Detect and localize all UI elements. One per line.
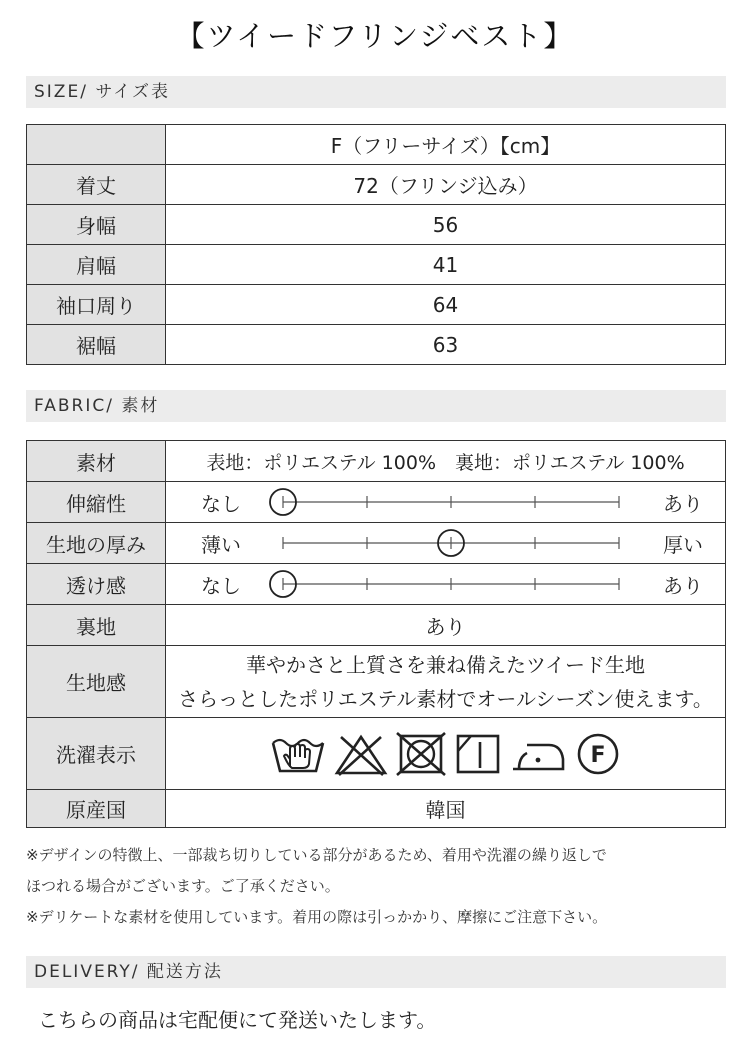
row-label: 着丈 <box>27 165 166 205</box>
table-row <box>27 245 726 285</box>
row-label: 素材 <box>27 441 166 482</box>
table-row <box>27 790 726 828</box>
row-label: 肩幅 <box>27 245 166 285</box>
row-label: 身幅 <box>27 205 166 245</box>
note-2: ※デリケートな素材を使用しています。着用の際は引っかかり、摩擦にご注意下さい。 <box>26 908 608 926</box>
table-row <box>27 285 726 325</box>
row-label: 生地感 <box>27 646 166 718</box>
thickness-scale-track <box>265 528 637 558</box>
origin-value: 韓国 <box>166 790 726 828</box>
row-label: 生地の厚み <box>27 523 166 564</box>
feel-line-2: さらっとしたポリエステル素材でオールシーズン使えます。 <box>178 686 713 711</box>
stretch-scale <box>166 487 725 517</box>
notes <box>26 840 736 933</box>
scale-low-label: なし <box>201 573 241 598</box>
fabric-section-heading: FABRIC/ 素材 <box>26 390 726 422</box>
table-row <box>27 325 726 365</box>
scale-high-label: あり <box>663 573 703 598</box>
scale-high-label: 厚い <box>663 532 703 557</box>
no-bleach-icon <box>333 731 389 777</box>
table-row <box>27 482 726 523</box>
table-row <box>27 165 726 205</box>
care-cell <box>166 718 726 790</box>
stretch-cell <box>166 482 726 523</box>
size-header-row <box>27 125 726 165</box>
size-section-heading: SIZE/ サイズ表 <box>26 76 726 108</box>
stretch-scale-track <box>265 487 637 517</box>
thickness-cell <box>166 523 726 564</box>
row-value: 41 <box>166 245 726 285</box>
table-row <box>27 523 726 564</box>
table-row <box>27 441 726 482</box>
lining-value: あり <box>166 605 726 646</box>
fabric-table <box>26 440 726 828</box>
note-1-line-2: ほつれる場合がございます。ご了承ください。 <box>26 877 340 895</box>
dry-clean-f-icon <box>573 731 623 777</box>
row-label: 原産国 <box>27 790 166 828</box>
sheer-cell <box>166 564 726 605</box>
scale-high-label: あり <box>663 491 703 516</box>
row-label: 伸縮性 <box>27 482 166 523</box>
row-label: 裾幅 <box>27 325 166 365</box>
feel-cell <box>166 646 726 718</box>
size-header: F（フリーサイズ）【cm】 <box>166 125 726 165</box>
delivery-section-heading: DELIVERY/ 配送方法 <box>26 956 726 988</box>
feel-line-1: 華やかさと上質さを兼ね備えたツイード生地 <box>246 652 645 677</box>
delivery-text: こちらの商品は宅配便にて発送いたします。 <box>38 1008 437 1032</box>
row-label: 洗濯表示 <box>27 718 166 790</box>
row-value: 63 <box>166 325 726 365</box>
size-header-blank <box>27 125 166 165</box>
note-1-line-1: ※デザインの特徴上、一部裁ち切りしている部分があるため、着用や洗濯の繰り返しで <box>26 846 607 864</box>
page-title: 【ツイードフリンジベスト】 <box>175 19 575 53</box>
table-row <box>27 646 726 718</box>
line-dry-shade-icon <box>453 731 503 777</box>
care-icons <box>166 731 725 777</box>
hand-wash-icon <box>269 731 327 777</box>
sheer-scale-track <box>265 569 637 599</box>
table-row <box>27 605 726 646</box>
table-row <box>27 718 726 790</box>
row-label: 裏地 <box>27 605 166 646</box>
thickness-scale <box>166 528 725 558</box>
scale-low-label: なし <box>201 491 241 516</box>
table-row <box>27 205 726 245</box>
row-label: 袖口周り <box>27 285 166 325</box>
row-value: 56 <box>166 205 726 245</box>
table-row <box>27 564 726 605</box>
scale-low-label: 薄い <box>201 532 241 557</box>
sheer-scale <box>166 569 725 599</box>
low-iron-icon <box>509 731 567 777</box>
size-table <box>26 124 726 365</box>
row-label: 透け感 <box>27 564 166 605</box>
row-value: 64 <box>166 285 726 325</box>
dry-clean-letter: F <box>589 742 606 768</box>
material-value: 表地：ポリエステル 100% 裏地：ポリエステル 100% <box>166 441 726 482</box>
no-tumble-dry-icon <box>395 731 447 777</box>
row-value: 72（フリンジ込み） <box>166 165 726 205</box>
